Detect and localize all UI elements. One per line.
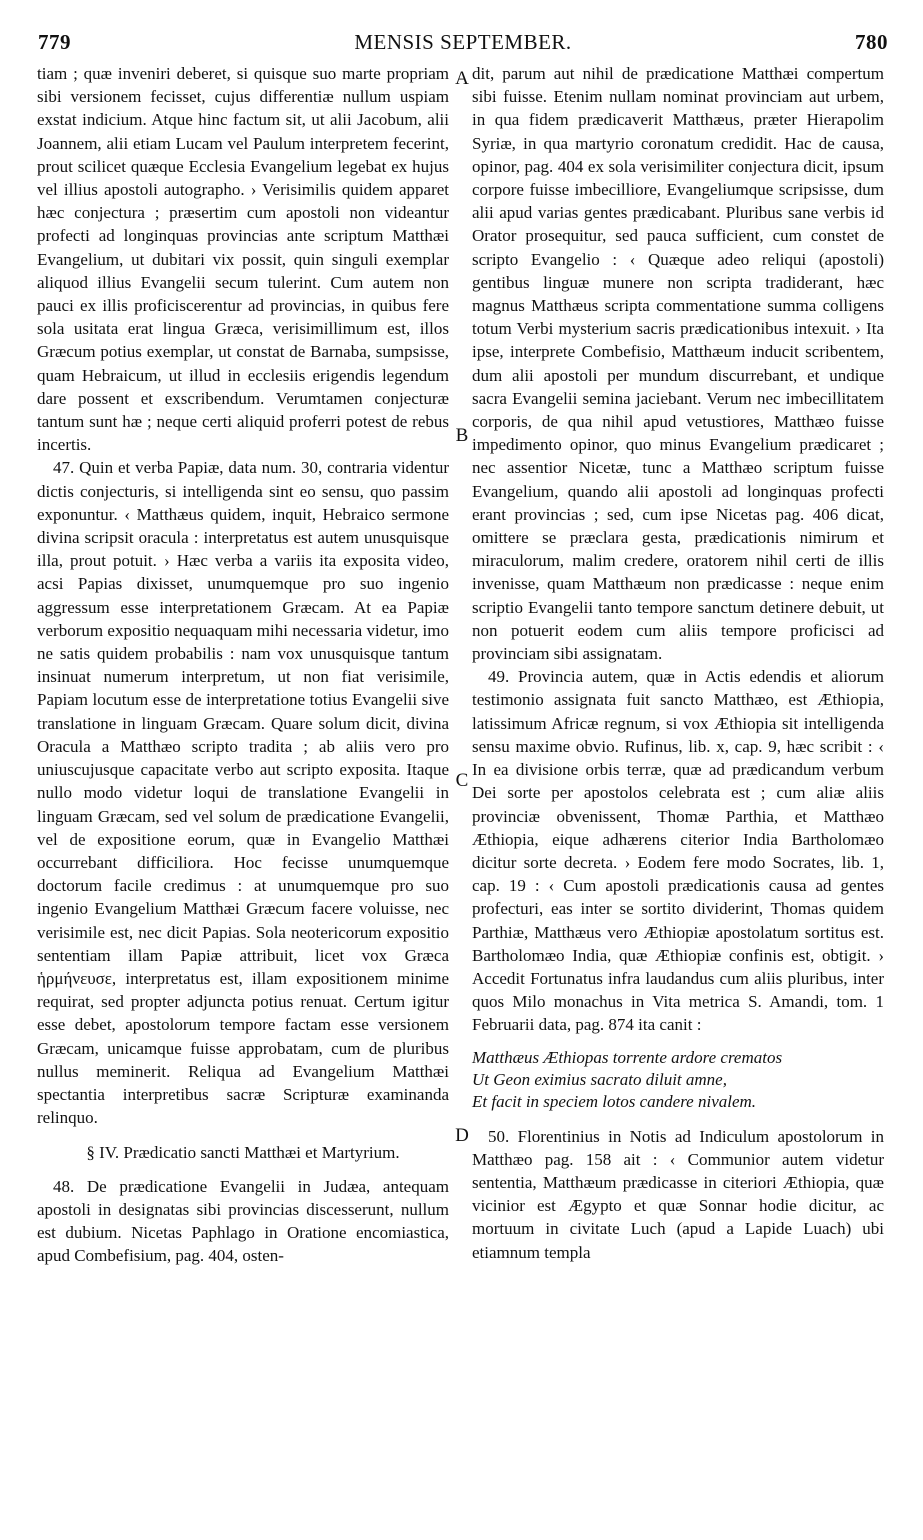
page-header <box>38 30 888 60</box>
running-title: MENSIS SEPTEMBER. <box>354 30 572 54</box>
paragraph-46-continued: tiam ; quæ inveniri deberet, si quisque suo marte propriam sibi versionem fecisset, cujus differentiæ nullum uspiam exstat indicium. Atque hinc factum sit, ut alii Jacobum, alii Joannem, alii etiam Lucam vel Paulum interpretem fecerint, prout scilicet quæque Ecclesia Evangelium legebat ex hujus vel illius apostoli autographo. › Verisimilis quidem apparet hæc conjectura ; præsertim cum apostoli non videantur profecti ad longinquas provincias ante scriptum Matthæi Evangelium, ut dubitari vix possit, quin singuli exemplar aliquod illius Evangelii secum tulerint. Cum autem non pauci ex illis proficiscerentur ad provincias, in quibus fere sola usitata erat lingua Græca, verisimillimum est, illos Græcum potius exemplar, ut constat de Barnaba, sumpsisse, quam Hebraicum, ut illud in ecclesiis erigendis legendum dare possent et exscribendum. Verumtamen conjecturæ tantum sunt hæ ; neque certi aliquid proferri potest de rebus incertis. <box>37 64 449 455</box>
margin-mark-b: B <box>455 425 469 446</box>
section-heading: § IV. Prædicatio sancti Matthæi et Martyrium. <box>86 1143 400 1163</box>
paragraph-50: 50. Florentinius in Notis ad Indiculum apostolorum in Matthæo pag. 158 ait : ‹ Communior autem videtur sententia, Matthæum prædicasse in citeriori Æthiopia, quæ vicinior est Ægypto et quæ Sonnar hodie dicitur, ac mortuum in civitate Luch (apud a Lapide Luach) ubi etiamnum templa <box>472 1126 884 1262</box>
margin-mark-c: C <box>455 770 469 791</box>
verse-quotation <box>472 1047 884 1113</box>
paragraph-48-continued: dit, parum aut nihil de prædicatione Matthæi compertum sibi fuisse. Etenim nullam nominat provinciam aut urbem, in qua fidem prædicaverit Matthæus, præter Hierapolim Syriæ, in qua martyrio coronatum credidit. Hac de causa, opinor, pag. 404 ex sola verisimiliter conjectura dicit, ipsum corpore fuisse imbecilliore, Evangeliumque scripsisse, dum alii apud varias gentes prædicabant. Pluribus sane verbis id Orator prosequitur, sed pauca sufficient, cum constet de scripto Evangelio : ‹ Quæque adeo reliqui (apostoli) gentibus linguæ munere non scripta tradiderant, hæc magnus Matthæus scripta commentatione summa colligens totum Verbi mysterium sacris prædicationibus intexuit. › Ita ipse, interprete Combefisio, Matthæum inducit scribentem, dum alii apostoli per mundum discurrebant, et undique sacra Evangelii semina jaciebant. Verum nec imbecillitatem corporis, de qua nihil apud vetustiores, Matthæo fuisse impedimento opinor, quo minus Evangelium prædicaret ; nec assentior Nicetæ, tunc a Matthæo scriptum fuisse Evangelium, quando alii apostoli ad longinquas profecti erant provincias ; sed, cum ipse Nicetas pag. 406 dicat, omittere se præclara gesta, prædicationis nimirum et miraculorum, malim credere, oratorem nihil certi de illis invenisse, quam Matthæum non prædicasse : neque enim scriptio Evangelii tanto tempore sanctum detinere debuit, ut non potuerit eodem cum aliis tempore proficisci ad provinciam sibi assignatam. <box>472 64 884 664</box>
paragraph-48: 48. De prædicatione Evangelii in Judæa, antequam apostoli in designatas sibi provincias discesserunt, nullum est dubium. Nicetas Paphlago in Oratione encomiastica, apud Combefisium, pag. 404, osten- <box>37 1176 449 1266</box>
margin-mark-d: D <box>455 1125 469 1146</box>
paragraph-49: 49. Provincia autem, quæ in Actis edendis et aliorum testimonio assignata fuit sancto Matthæo, est Æthiopia, latissimum Africæ regnum, si vox Æthiopia sit intelligenda sensu maxime obvio. Rufinus, lib. x, cap. 9, hæc scribit : ‹ In ea divisione orbis terræ, quæ ad prædicandum verbum Dei sorte per apostolos celebrata est ; cum aliæ aliis provinciæ obvenissent, Thomæ Parthia, et Matthæo Æthiopia, eique adhærens citerior India Bartholomæo dicitur sorte decreta. › Eodem fere modo Socrates, lib. 1, cap. 19 : ‹ Cum apostoli prædicationis causa ad gentes profecturi, eas inter se sortito dividerint, Thomas quidem Parthiæ, Matthæus vero Æthiopiæ apostolatum sortitus est. Bartholomæo India, quæ Æthiopiæ confinis est, obtigit. › Accedit Fortunatus infra laudandus cum aliis pluribus, inter quos Milo monachus in Vita metrica S. Amandi, tom. 1 Februarii data, pag. 874 ita canit : <box>472 667 884 1035</box>
page-number-left: 779 <box>38 30 71 54</box>
margin-mark-a: A <box>455 68 469 89</box>
left-column <box>37 62 449 1267</box>
right-column <box>472 62 884 1264</box>
verse-line: Matthæus Æthiopas torrente ardore crematos <box>472 1047 783 1067</box>
page-number-right: 780 <box>855 30 888 54</box>
verse-line: Et facit in speciem lotos candere nivalem. <box>472 1091 757 1111</box>
paragraph-47: 47. Quin et verba Papiæ, data num. 30, contraria videntur dictis conjecturis, si intelligenda sint eo sensu, quo passim exponuntur. ‹ Matthæus quidem, inquit, Hebraico sermone divina scripsit oracula : interpretatus est autem unusquisque illa, prout potuit. › Hæc verba a variis ita exposita video, acsi Papias dixisset, unumquemque pro suo ingenio aggressum esse interpretationem Græcam. At ea Papiæ verborum expositio nequaquam mihi necessaria videtur, imo ne satis quidem probabilis : nam vox unusquisque tantum insinuat numerum interpretum, ut non fiat verisimile, Papiam locutum esse de interpretatione totius Evangelii sive translatione in linguam Græcam. Quare solum dicit, divina Oracula a Matthæo scripto tradita ; ab aliis vero pro uniuscujusque capacitate verbo aut scripto exposita. Itaque nullo modo videtur loqui de translatione Evangelii in linguam Græcam, sed vel solum de prædicatione Evangelii, vel de expositione eorum, quæ in Evangelio Matthæi occurrebant difficiliora. Hoc fecisse unumquemque doctorum facile credimus : at unumquemque pro suo ingenio Evangelium Matthæi Græcum facere voluisse, nec verisimile est, nec dicit Papias. Sola neotericorum expositio sententiam illam Papiæ attribuit, licet vox Græca ἡρμήνευσε, interpretatus est, illam expositionem minime requirat, sed propter adjuncta potius renuat. Certum igitur esse debet, apostolorum tempore factam esse versionem Græcam, unicamque fuisse approbatam, cum de pluribus nullus meminerit. Reliqua ad Evangelium Matthæi spectantia interpretibus sacræ Scripturæ examinanda relinquo. <box>37 458 449 1128</box>
verse-line: Ut Geon eximius sacrato diluit amne, <box>472 1069 727 1089</box>
